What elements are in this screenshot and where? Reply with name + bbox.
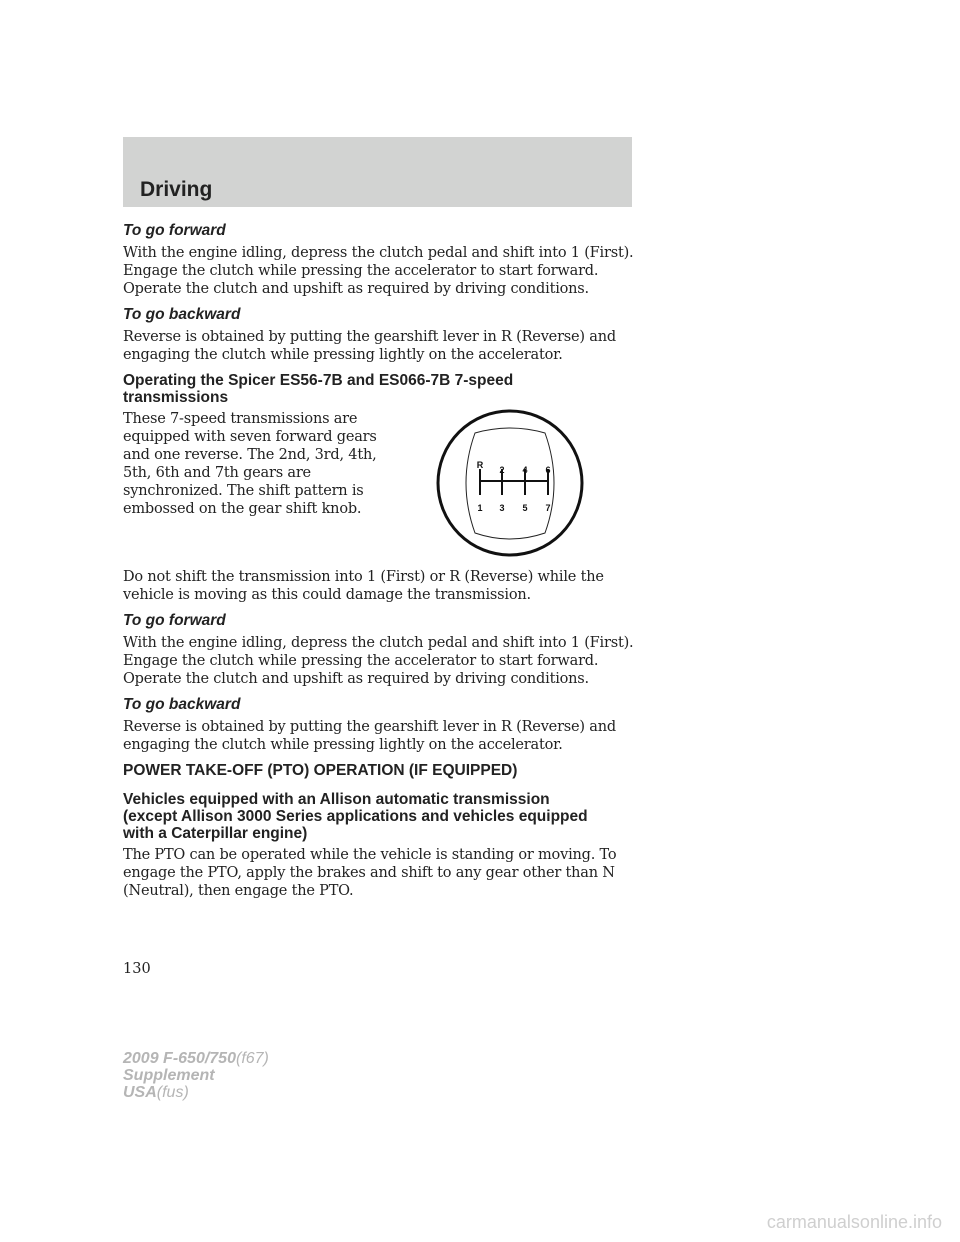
page-number: 130	[123, 961, 151, 977]
paragraph-forward-2: With the engine idling, depress the clutch pedal and shift into 1 (First). Engage the clutch while pressing the accelerator to start forward. Operate the clutch and upshift as required by driving conditions.	[123, 635, 634, 687]
footer-model: 2009 F-650/750	[123, 1050, 236, 1067]
footer-market-code: (fus)	[156, 1084, 189, 1101]
watermark: carmanualsonline.info	[766, 1212, 942, 1232]
paragraph-pto: The PTO can be operated while the vehicle is standing or moving. To engage the PTO, apply the brakes and shift to any gear other than N (Neutral), then engage the PTO.	[123, 847, 617, 899]
gear-label-2: 2	[499, 465, 505, 475]
paragraph-warning: Do not shift the transmission into 1 (First) or R (Reverse) while the vehicle is moving as this could damage the transmission.	[123, 569, 604, 603]
gear-label-r: R	[476, 460, 484, 470]
footer-supplement: Supplement	[123, 1067, 215, 1084]
heading-to-go-backward: To go backward	[123, 306, 241, 323]
footer-market: USA	[123, 1084, 157, 1101]
heading-allison: Vehicles equipped with an Allison automatic transmission (except Allison 3000 Series applications and vehicles equipped with a Caterpillar engine)	[123, 791, 588, 842]
heading-spicer: Operating the Spicer ES56-7B and ES066-7B 7-speed transmissions	[123, 372, 514, 406]
gear-label-3: 3	[499, 503, 505, 513]
gear-label-1: 1	[477, 503, 483, 513]
gear-label-7: 7	[545, 503, 551, 513]
paragraph-backward: Reverse is obtained by putting the gearshift lever in R (Reverse) and engaging the clutch while pressing lightly on the accelerator.	[123, 329, 616, 363]
paragraph-backward-2: Reverse is obtained by putting the gearshift lever in R (Reverse) and engaging the clutch while pressing lightly on the accelerator.	[123, 719, 616, 753]
paragraph-forward: With the engine idling, depress the clutch pedal and shift into 1 (First). Engage the clutch while pressing the accelerator to start forward. Operate the clutch and upshift as required by driving conditions.	[123, 245, 634, 297]
heading-to-go-forward-2: To go forward	[123, 612, 226, 629]
document-footer	[123, 1050, 269, 1101]
heading-to-go-backward-2: To go backward	[123, 696, 241, 713]
knob-outer-circle	[438, 411, 582, 555]
heading-to-go-forward: To go forward	[123, 222, 226, 239]
section-title: Driving	[140, 178, 213, 201]
gear-label-4: 4	[522, 465, 528, 475]
heading-pto: POWER TAKE-OFF (PTO) OPERATION (IF EQUIPPED)	[123, 762, 518, 779]
gear-label-5: 5	[522, 503, 528, 513]
footer-model-code: (f67)	[235, 1050, 269, 1067]
shift-pattern-diagram	[435, 393, 585, 573]
gear-label-6: 6	[545, 465, 551, 475]
paragraph-spicer: These 7-speed transmissions are equipped with seven forward gears and one reverse. The 2nd, 3rd, 4th, 5th, 6th and 7th gears are synchronized. The shift pattern is embossed on the gear shift knob.	[123, 411, 377, 517]
